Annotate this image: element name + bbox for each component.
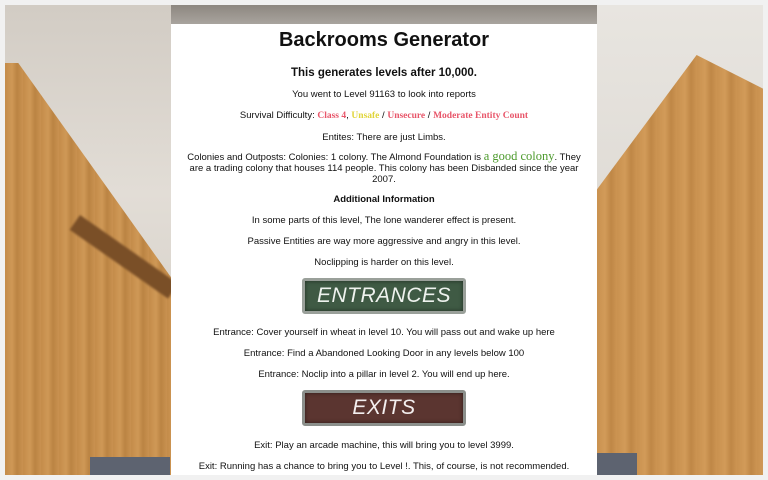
additional-info-heading: Additional Information [333, 194, 435, 205]
separator: / [425, 110, 434, 121]
additional-item: Passive Entities are way more aggressive and angry in this level. [247, 236, 521, 247]
survival-entity-count: Moderate Entity Count [433, 111, 529, 121]
page-title: Backrooms Generator [278, 29, 490, 51]
entrance-item: Entrance: Cover yourself in wheat in level 10. You will pass out and wake up here [213, 327, 555, 338]
additional-item: In some parts of this level, The lone wanderer effect is present. [251, 215, 517, 226]
content-panel [171, 24, 597, 475]
additional-item: Noclipping is harder on this level. [314, 257, 454, 268]
colony-rating: a good colony [483, 149, 555, 163]
entrance-item: Entrance: Noclip into a pillar in level 2. You will end up here. [258, 369, 510, 380]
survival-safety: Unsafe [351, 111, 380, 121]
page-subtitle: This generates levels after 10,000. [290, 67, 478, 79]
level-line: You went to Level 91163 to look into reports [292, 89, 476, 100]
separator: , [346, 110, 352, 121]
background-rug-left [90, 457, 170, 475]
survival-class: Class 4 [317, 111, 347, 121]
exits-banner: EXITS [302, 390, 466, 426]
colonies-text-start: Colonies and Outposts: Colonies: 1 colony. The Almond Foundation is [187, 152, 484, 163]
survival-security: Unsecure [387, 111, 426, 121]
entrances-banner: ENTRANCES [302, 278, 466, 314]
background-rug-right [597, 453, 637, 475]
separator: / [379, 110, 388, 121]
entities-line: Entites: There are just Limbs. [322, 132, 446, 143]
exit-item: Exit: Running has a chance to bring you to Level !. This, of course, is not recommended. [198, 461, 570, 472]
colonies-paragraph [171, 151, 597, 185]
entrance-item: Entrance: Find a Abandoned Looking Door in any levels below 100 [243, 348, 525, 359]
colonies-text-end: . They are a trading colony that houses 114 people. This colony has been Disbanded since the year 2007. [189, 152, 581, 185]
survival-label: Survival Difficulty: [239, 110, 318, 121]
exit-item: Exit: Play an arcade machine, this will bring you to level 3999. [254, 440, 514, 451]
survival-difficulty [171, 110, 597, 122]
